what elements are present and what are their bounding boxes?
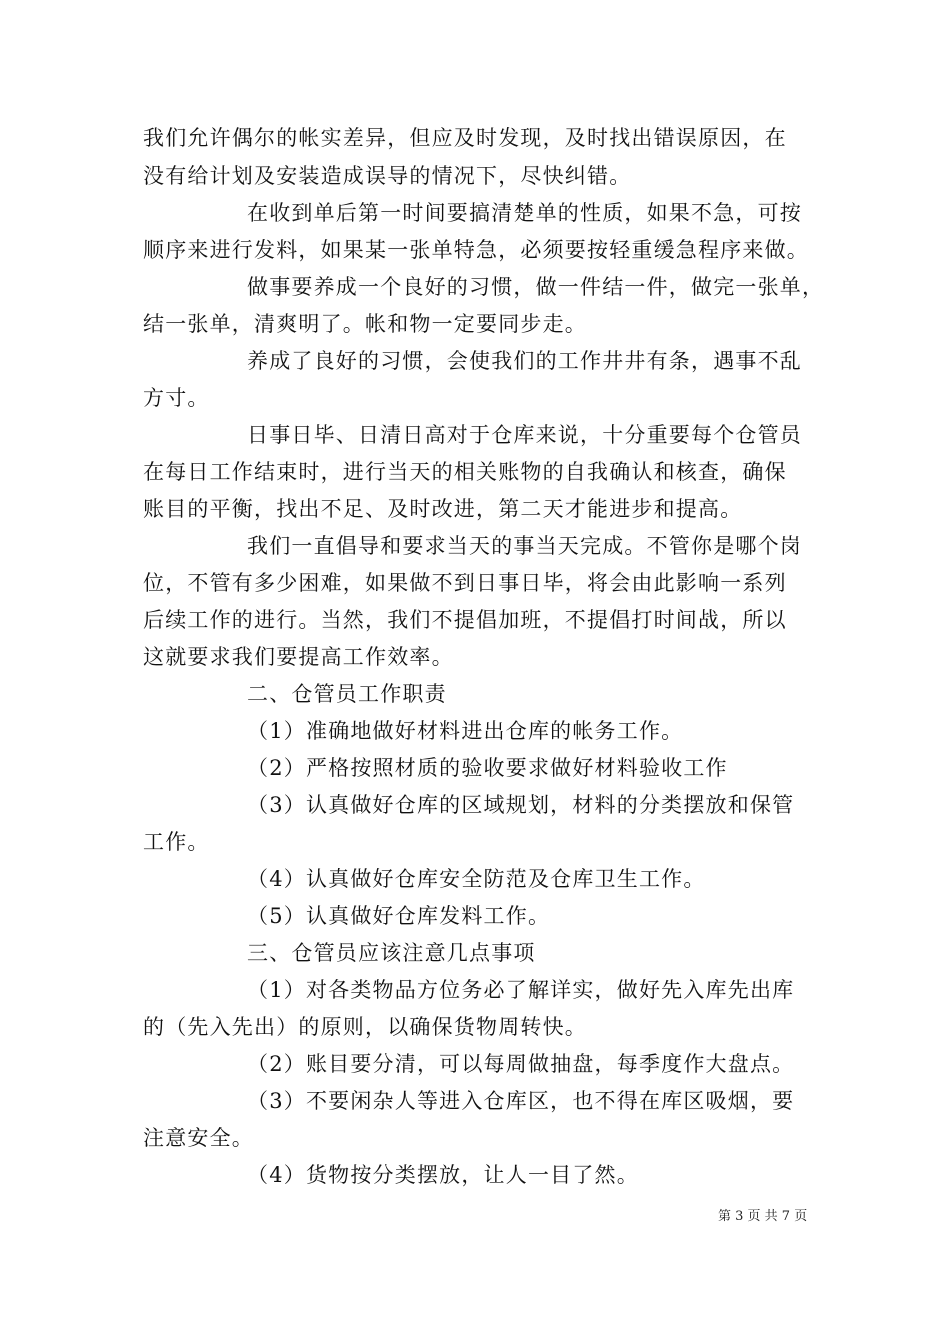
text-line: 在收到单后第一时间要搞清楚单的性质，如果不急，可按 xyxy=(247,201,802,225)
page-number: 第 3 页 共 7 页 xyxy=(718,1209,808,1224)
list-item: （3）不要闲杂人等进入仓库区，也不得在库区吸烟，要 xyxy=(247,1089,795,1113)
list-item-continuation: 的（先入先出）的原则，以确保货物周转快。 xyxy=(143,1015,587,1039)
text-line: 在每日工作结束时，进行当天的相关账物的自我确认和核查，确保 xyxy=(143,460,787,484)
list-item: （4）货物按分类摆放，让人一目了然。 xyxy=(247,1163,639,1187)
text-line: 顺序来进行发料，如果某一张单特急，必须要按轻重缓急程序来做。 xyxy=(143,238,809,262)
text-line: 日事日毕、日清日高对于仓库来说，十分重要每个仓管员 xyxy=(247,423,802,447)
list-item: （5）认真做好仓库发料工作。 xyxy=(247,904,551,928)
text-line: 我们允许偶尔的帐实差异，但应及时发现，及时找出错误原因，在 xyxy=(143,126,787,150)
list-item-continuation: 注意安全。 xyxy=(143,1126,254,1150)
list-item: （1）准确地做好材料进出仓库的帐务工作。 xyxy=(247,719,684,743)
text-line: 账目的平衡，找出不足、及时改进，第二天才能进步和提高。 xyxy=(143,497,743,521)
list-item-continuation: 工作。 xyxy=(143,830,210,854)
text-line: 位，不管有多少困难，如果做不到日事日毕，将会由此影响一系列 xyxy=(143,571,787,595)
list-item: （1）对各类物品方位务必了解详实，做好先入库先出库 xyxy=(247,978,795,1002)
text-line: 结一张单，清爽明了。帐和物一定要同步走。 xyxy=(143,312,587,336)
text-line: 后续工作的进行。当然，我们不提倡加班，不提倡打时间战，所以 xyxy=(143,608,787,632)
section-heading: 二、仓管员工作职责 xyxy=(247,682,447,706)
text-line: 方寸。 xyxy=(143,386,210,410)
section-heading: 三、仓管员应该注意几点事项 xyxy=(247,941,536,965)
list-item: （4）认真做好仓库安全防范及仓库卫生工作。 xyxy=(247,867,706,891)
list-item: （2）账目要分清，可以每周做抽盘，每季度作大盘点。 xyxy=(247,1052,795,1076)
text-line: 没有给计划及安装造成误导的情况下，尽快纠错。 xyxy=(143,164,632,188)
text-line: 这就要求我们要提高工作效率。 xyxy=(143,645,454,669)
text-line: 做事要养成一个良好的习惯，做一件结一件，做完一张单， xyxy=(247,275,825,299)
list-item: （3）认真做好仓库的区域规划，材料的分类摆放和保管 xyxy=(247,793,795,817)
text-line: 我们一直倡导和要求当天的事当天完成。不管你是哪个岗 xyxy=(247,534,802,558)
text-line: 养成了良好的习惯，会使我们的工作井井有条，遇事不乱 xyxy=(247,349,802,373)
list-item: （2）严格按照材质的验收要求做好材料验收工作 xyxy=(247,756,728,780)
